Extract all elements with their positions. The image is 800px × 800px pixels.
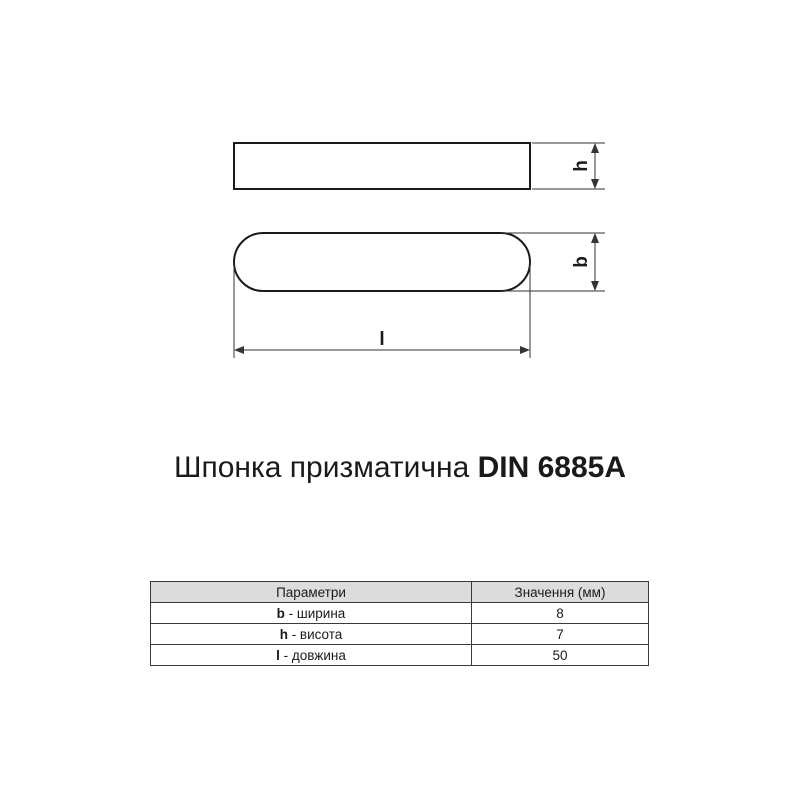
parameter-symbol: h <box>279 626 288 642</box>
parameter-description: - висота <box>287 626 343 642</box>
value-cell: 8 <box>472 603 649 624</box>
parameter-cell <box>151 603 472 624</box>
parameter-symbol: l <box>276 647 280 663</box>
column-header-parameters: Параметри <box>151 582 472 603</box>
height-label: h <box>571 160 592 172</box>
parameter-description: - ширина <box>284 605 346 621</box>
parameter-symbol: b <box>276 605 285 621</box>
value-cell: 50 <box>472 645 649 666</box>
product-title <box>0 448 800 488</box>
product-standard: DIN 6885A <box>477 451 627 484</box>
table-row <box>151 603 649 624</box>
parameter-cell <box>151 624 472 645</box>
table-row <box>151 624 649 645</box>
table-row <box>151 645 649 666</box>
parameter-description: - довжина <box>279 647 346 663</box>
length-label: l <box>379 329 385 350</box>
column-header-values: Значення (мм) <box>472 582 649 603</box>
width-label: b <box>571 256 592 268</box>
parameter-cell <box>151 645 472 666</box>
key-top-view <box>234 233 530 291</box>
parameters-table <box>150 581 649 666</box>
table-header-row <box>151 582 649 603</box>
value-cell: 7 <box>472 624 649 645</box>
key-side-view <box>234 143 530 189</box>
product-name: Шпонка призматична <box>173 451 470 484</box>
height-dimension <box>532 143 605 189</box>
